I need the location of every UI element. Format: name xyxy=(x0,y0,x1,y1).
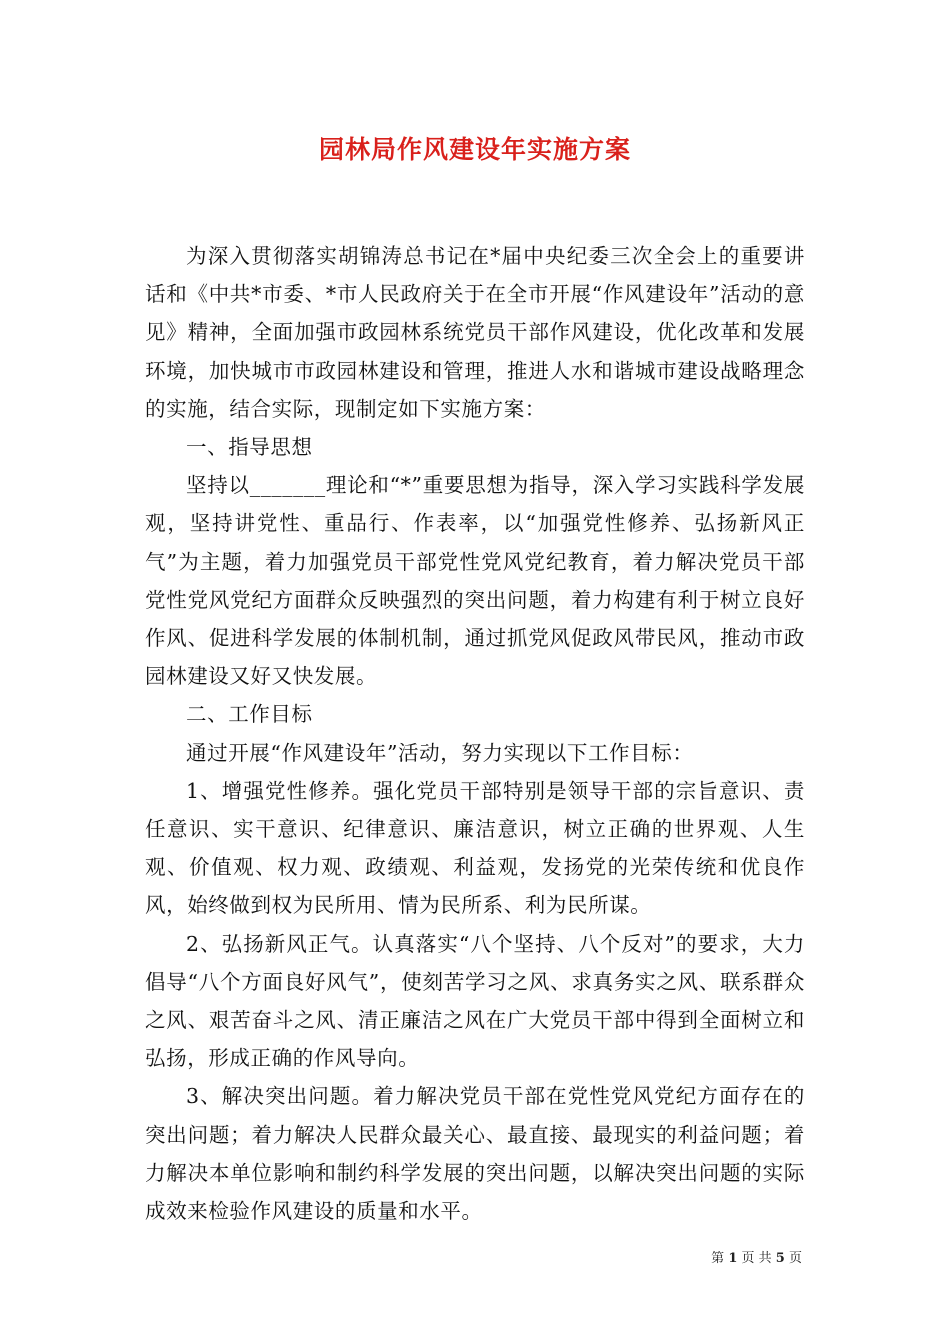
document-body xyxy=(145,237,805,1230)
paragraph-goal-3: 3、解决突出问题。着力解决党员干部在党性党风党纪方面存在的突出问题；着力解决人民群众最关心、最直接、最现实的利益问题；着力解决本单位影响和制约科学发展的突出问题，以解决突出问题的实际成效来检验作风建设的质量和水平。 xyxy=(145,1084,805,1224)
paragraph-intro: 为深入贯彻落实胡锦涛总书记在*届中央纪委三次全会上的重要讲话和《中共*市委、*市人民政府关于在全市开展“作风建设年”活动的意见》精神，全面加强市政园林系统党员干部作风建设，优化改革和发展环境，加快城市市政园林建设和管理，推进人水和谐城市建设战略理念的实施，结合实际，现制定如下实施方案： xyxy=(145,244,805,421)
document-title: 园林局作风建设年实施方案 xyxy=(318,135,631,164)
footer-prefix: 第 xyxy=(711,1251,725,1266)
section-heading-guiding-ideology: 一、指导思想 xyxy=(186,435,313,460)
footer-middle: 页 共 xyxy=(741,1251,772,1266)
section-heading-work-goals: 二、工作目标 xyxy=(186,702,313,727)
footer-current-page: 1 xyxy=(728,1251,738,1266)
paragraph-goal-1: 1、增强党性修养。强化党员干部特别是领导干部的宗旨意识、责任意识、实干意识、纪律意识、廉洁意识，树立正确的世界观、人生观、价值观、权力观、政绩观、利益观，发扬党的光荣传统和优良作风，始终做到权为民所用、情为民所系、利为民所谋。 xyxy=(145,778,805,918)
page-footer xyxy=(711,1247,802,1266)
paragraph-work-goals-intro: 通过开展“作风建设年”活动，努力实现以下工作目标： xyxy=(186,740,694,765)
paragraph-goal-2: 2、弘扬新风正气。认真落实“八个坚持、八个反对”的要求，大力倡导“八个方面良好风气”，使刻苦学习之风、求真务实之风、联系群众之风、艰苦奋斗之风、清正廉洁之风在广大党员干部中得到全面树立和弘扬，形成正确的作风导向。 xyxy=(145,931,805,1071)
footer-total-pages: 5 xyxy=(775,1251,785,1266)
paragraph-guiding-ideology: 坚持以_______理论和“*”重要思想为指导，深入学习实践科学发展观，坚持讲党性、重品行、作表率，以“加强党性修养、弘扬新风正气”为主题，着力加强党员干部党性党风党纪教育，着力解决党员干部党性党风党纪方面群众反映强烈的突出问题，着力构建有利于树立良好作风、促进科学发展的体制机制，通过抓党风促政风带民风，推动市政园林建设又好又快发展。 xyxy=(145,473,805,689)
footer-suffix: 页 xyxy=(788,1251,802,1266)
